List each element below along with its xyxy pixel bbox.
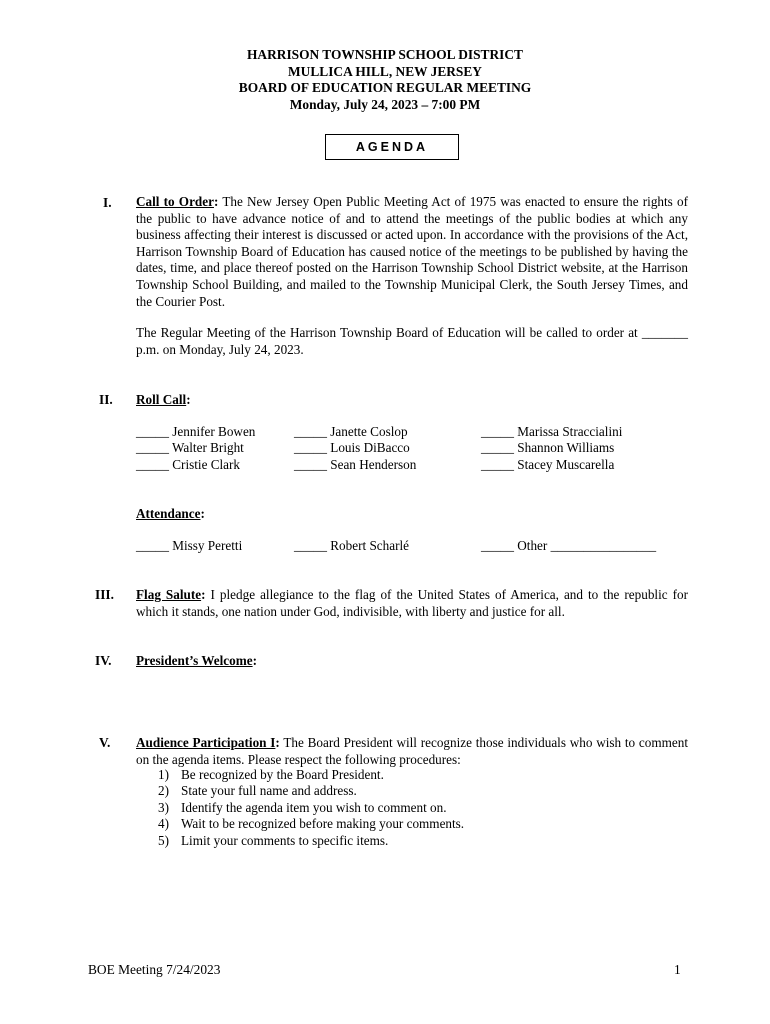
list-item-number: 1) (158, 767, 169, 782)
roll-call-entry: _____ Shannon Williams (481, 440, 615, 456)
list-item (158, 816, 464, 832)
roll-call-entry: _____ Marissa Straccialini (481, 424, 623, 439)
list-item-text: Limit your comments to specific items. (181, 832, 389, 848)
section-title-colon: : (186, 392, 191, 407)
section-title-audience-participation: Audience Participation I (136, 735, 276, 750)
meeting-type: BOARD OF EDUCATION REGULAR MEETING (238, 80, 532, 95)
roll-call-entry: _____ Sean Henderson (294, 456, 417, 472)
page-number: 1 (674, 962, 681, 977)
section-2-heading (136, 392, 688, 409)
attendance-entry: _____ Other ________________ (481, 538, 657, 553)
list-item-text: Be recognized by the Board President. (181, 767, 384, 782)
section-number-1: I. (103, 195, 112, 210)
district-location: MULLICA HILL, NEW JERSEY (288, 63, 482, 79)
list-item (158, 783, 464, 799)
roll-call-entry: _____ Stacey Muscarella (481, 456, 615, 472)
document-header (0, 47, 770, 113)
roll-call-entry: _____ Cristie Clark (136, 456, 241, 472)
section-title-call-to-order: Call to Order (136, 194, 214, 209)
district-name: HARRISON TOWNSHIP SCHOOL DISTRICT (247, 47, 523, 62)
list-item-number: 2) (158, 783, 169, 799)
section-title-flag-salute: Flag Salute (136, 587, 202, 602)
roll-call-column-1 (136, 424, 255, 473)
section-3-body (136, 587, 688, 620)
roll-call-entry: _____ Walter Bright (136, 440, 244, 456)
section-4-heading (136, 653, 688, 670)
roll-call-column-2 (294, 424, 416, 473)
section-number-4: IV. (95, 653, 112, 668)
audience-participation-text: The Board President will recognize those individuals who wish to comment on the agenda items. Please respect the following procedures: (136, 735, 688, 767)
section-title-colon: : (275, 735, 280, 750)
flag-salute-text: I pledge allegiance to the flag of the United States of America, and to the republic for which it stands, one nation under God, indivisible, with liberty and justice for all. (136, 587, 688, 619)
roll-call-entry: _____ Janette Coslop (294, 424, 408, 439)
list-item (158, 800, 464, 816)
call-to-order-text: The New Jersey Open Public Meeting Act of 1975 was enacted to ensure the rights of the public to have advance notice of and to attend the meetings of the public bodies at which any business affecting their interest is discussed or acted upon. In accordance with the provisions of the Act, Harrison Township Board of Education has caused notice of the meetings to be published by having the dates, time, and place thereof posted on the Harrison Township School District website, at the Harrison Township School Building, and mailed to the Township Municipal Clerk, the South Jersey Times, and the Courier Post. (136, 194, 688, 309)
footer-meeting-label: BOE Meeting 7/24/2023 (88, 962, 221, 977)
list-item-number: 4) (158, 816, 169, 832)
procedure-list (158, 767, 464, 849)
list-item (158, 767, 464, 783)
agenda-label: AGENDA (325, 134, 459, 160)
list-item-number: 5) (158, 832, 169, 848)
meeting-date: Monday, July 24, 2023 – 7:00 PM (289, 96, 481, 112)
section-title-colon: : (252, 653, 257, 668)
roll-call-entry: _____ Jennifer Bowen (136, 424, 256, 439)
attendance-heading (136, 506, 688, 523)
section-number-2: II. (99, 392, 113, 407)
attendance-entry: _____ Robert Scharlé (294, 538, 409, 553)
list-item-text: State your full name and address. (181, 783, 357, 799)
attendance-title: Attendance (136, 506, 201, 521)
section-title-presidents-welcome: President’s Welcome (136, 653, 253, 668)
section-number-3: III. (95, 587, 114, 602)
attendance-entry: _____ Missy Peretti (136, 538, 243, 553)
call-to-order-paragraph-2: The Regular Meeting of the Harrison Township Board of Education will be called to order at _______ p.m. on Monday, July 24, 2023. (136, 325, 688, 357)
list-item-text: Wait to be recognized before making your comments. (181, 816, 465, 832)
section-5-body (136, 735, 688, 768)
list-item (158, 833, 464, 849)
section-title-colon: : (213, 194, 219, 209)
roll-call-entry: _____ Louis DiBacco (294, 440, 410, 456)
section-title-roll-call: Roll Call (136, 392, 187, 407)
section-title-colon: : (201, 587, 206, 602)
list-item-number: 3) (158, 799, 169, 815)
list-item-text: Identify the agenda item you wish to comment on. (181, 799, 447, 815)
section-1-body (136, 194, 688, 310)
roll-call-column-3 (481, 424, 622, 473)
attendance-colon: : (200, 506, 205, 521)
section-number-5: V. (99, 735, 111, 750)
